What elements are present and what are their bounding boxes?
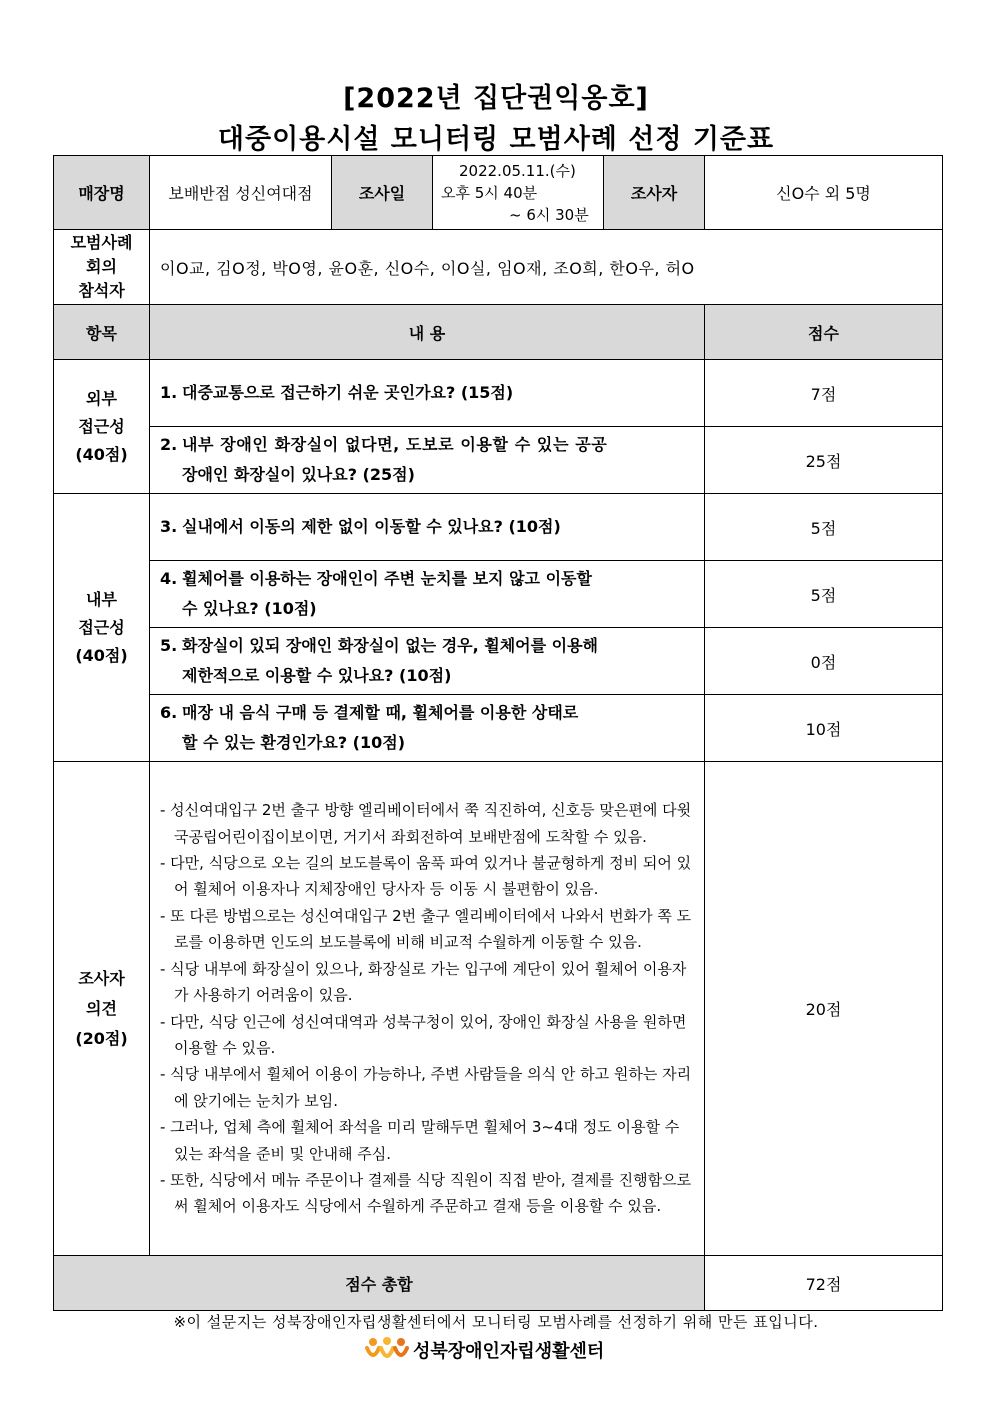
question-3-score: 5점 bbox=[705, 494, 943, 561]
total-row bbox=[54, 1256, 943, 1311]
document-title-line2: 대중이용시설 모니터링 모범사례 선정 기준표 bbox=[217, 124, 775, 155]
question-row-3 bbox=[54, 494, 943, 561]
attendees-label bbox=[54, 230, 150, 305]
opinion-content bbox=[150, 762, 705, 1256]
org-name: 성북장애인자립생활센터 bbox=[413, 1341, 605, 1362]
question-5-score: 0점 bbox=[705, 628, 943, 695]
attendees-value: 이O교, 김O정, 박O영, 윤O훈, 신O수, 이O실, 임O재, 조O희, 한O우, 허O bbox=[150, 230, 943, 305]
date-value bbox=[433, 156, 604, 230]
question-6-score: 10점 bbox=[705, 695, 943, 762]
opinion-item-5: - 다만, 식당 인근에 성신여대역과 성북구청이 있어, 장애인 화장실 사용을 원하면 이용할 수 있음. bbox=[160, 1012, 687, 1057]
question-row-6 bbox=[54, 695, 943, 762]
question-4-line2: 수 있나요? (10점) bbox=[182, 599, 317, 618]
question-4-number: 4. bbox=[160, 569, 178, 588]
evaluation-table bbox=[53, 155, 943, 1311]
opinion-label-line1: 조사자 bbox=[78, 968, 125, 988]
date-line3: ~ 6시 30분 bbox=[509, 205, 589, 224]
opinion-item-3: - 또 다른 방법으로는 성신여대입구 2번 출구 엘리베이터에서 나와서 번화가 쪽 도로를 이용하면 인도의 보도블록에 비해 비교적 수월하게 이동할 수 있음. bbox=[160, 906, 692, 952]
attendees-label-line1: 모범사례 bbox=[70, 233, 133, 252]
question-5 bbox=[150, 628, 705, 695]
total-score: 72점 bbox=[705, 1256, 943, 1311]
store-value: 보배반점 성신여대점 bbox=[150, 156, 332, 230]
org-logo-icon bbox=[365, 1336, 409, 1364]
question-2-line1: 내부 장애인 화장실이 없다면, 도보로 이용할 수 있는 공공 bbox=[182, 435, 608, 454]
surveyor-value: 신O수 외 5명 bbox=[705, 156, 943, 230]
external-label-line2: 접근성 bbox=[78, 416, 125, 436]
question-row-1 bbox=[54, 360, 943, 427]
question-2 bbox=[150, 427, 705, 494]
question-3-text: 실내에서 이동의 제한 없이 이동할 수 있나요? (10점) bbox=[182, 517, 561, 536]
external-label bbox=[54, 360, 150, 494]
question-6 bbox=[150, 695, 705, 762]
header-item: 항목 bbox=[54, 305, 150, 360]
question-6-line2: 할 수 있는 환경인가요? (10점) bbox=[182, 733, 406, 752]
opinion-row bbox=[54, 762, 943, 1256]
opinion-label bbox=[54, 762, 150, 1256]
document-title-line1: [2022년 집단권익옹호] bbox=[343, 83, 649, 114]
attendees-row bbox=[54, 230, 943, 305]
opinion-label-line3: (20점) bbox=[75, 1028, 128, 1048]
date-label: 조사일 bbox=[332, 156, 433, 230]
total-label: 점수 총합 bbox=[54, 1256, 705, 1311]
question-5-number: 5. bbox=[160, 636, 178, 655]
question-1-text: 대중교통으로 접근하기 쉬운 곳인가요? (15점) bbox=[182, 383, 514, 402]
opinion-label-line2: 의견 bbox=[86, 998, 117, 1018]
question-1-score: 7점 bbox=[705, 360, 943, 427]
date-line1: 2022.05.11.(수) bbox=[459, 161, 576, 180]
question-2-line2: 장애인 화장실이 있나요? (25점) bbox=[182, 465, 415, 484]
attendees-label-line2: 회의 bbox=[86, 257, 117, 276]
date-line2: 오후 5시 40분 bbox=[441, 183, 538, 202]
opinion-item-1: - 성신여대입구 2번 출구 방향 엘리베이터에서 쭉 직진하여, 신호등 맞은편에 다윗 국공립어린이집이보이면, 거기서 좌회전하여 보배반점에 도착할 수 있음. bbox=[160, 801, 692, 846]
info-row bbox=[54, 156, 943, 230]
external-label-line1: 외부 bbox=[86, 388, 117, 408]
opinion-item-4: - 식당 내부에 화장실이 있으나, 화장실로 가는 입구에 계단이 있어 휠체어 이용자가 사용하기 어려움이 있음. bbox=[160, 959, 687, 1005]
external-label-line3: (40점) bbox=[75, 444, 128, 464]
opinion-item-8: - 또한, 식당에서 메뉴 주문이나 결제를 식당 직원이 직접 받아, 결제를 진행함으로써 휠체어 이용자도 식당에서 수월하게 주문하고 결재 등을 이용할 수 있음. bbox=[160, 1170, 692, 1216]
internal-label-line3: (40점) bbox=[75, 645, 128, 665]
header-score: 점수 bbox=[705, 305, 943, 360]
question-4-line1: 휠체어를 이용하는 장애인이 주변 눈치를 보지 않고 이동할 bbox=[182, 569, 592, 588]
question-6-line1: 매장 내 음식 구매 등 결제할 때, 휠체어를 이용한 상태로 bbox=[182, 703, 579, 722]
question-1-number: 1. bbox=[160, 383, 178, 402]
question-3 bbox=[150, 494, 705, 561]
internal-label-line2: 접근성 bbox=[78, 617, 125, 637]
question-3-number: 3. bbox=[160, 517, 178, 536]
question-2-number: 2. bbox=[160, 435, 178, 454]
opinion-score: 20점 bbox=[705, 762, 943, 1256]
surveyor-label: 조사자 bbox=[604, 156, 705, 230]
footer-note: ※이 설문지는 성북장애인자립생활센터에서 모니터링 모범사례를 선정하기 위해 만든 표입니다. bbox=[173, 1313, 819, 1331]
opinion-item-7: - 그러나, 업체 측에 휠체어 좌석을 미리 말해두면 휠체어 3~4대 정도 이용할 수 있는 좌석을 준비 및 안내해 주심. bbox=[160, 1118, 680, 1163]
internal-label bbox=[54, 494, 150, 762]
org-logo bbox=[365, 1335, 604, 1365]
question-5-line1: 화장실이 있되 장애인 화장실이 없는 경우, 휠체어를 이용해 bbox=[182, 636, 599, 655]
opinion-item-6: - 식당 내부에서 휠체어 이용이 가능하나, 주변 사람들을 의식 안 하고 원하는 자리에 앉기에는 눈치가 보임. bbox=[160, 1065, 692, 1110]
store-label: 매장명 bbox=[54, 156, 150, 230]
question-row-4 bbox=[54, 561, 943, 628]
attendees-label-line3: 참석자 bbox=[78, 281, 125, 300]
question-4 bbox=[150, 561, 705, 628]
question-row-5 bbox=[54, 628, 943, 695]
question-5-line2: 제한적으로 이용할 수 있나요? (10점) bbox=[182, 666, 452, 685]
header-content: 내 용 bbox=[150, 305, 705, 360]
question-4-score: 5점 bbox=[705, 561, 943, 628]
question-1 bbox=[150, 360, 705, 427]
internal-label-line1: 내부 bbox=[86, 589, 117, 609]
question-6-number: 6. bbox=[160, 703, 178, 722]
header-row bbox=[54, 305, 943, 360]
question-row-2 bbox=[54, 427, 943, 494]
question-2-score: 25점 bbox=[705, 427, 943, 494]
opinion-item-2: - 다만, 식당으로 오는 길의 보도블록이 움푹 파여 있거나 불균형하게 정비 되어 있어 휠체어 이용자나 지체장애인 당사자 등 이동 시 불편함이 있음. bbox=[160, 854, 692, 899]
